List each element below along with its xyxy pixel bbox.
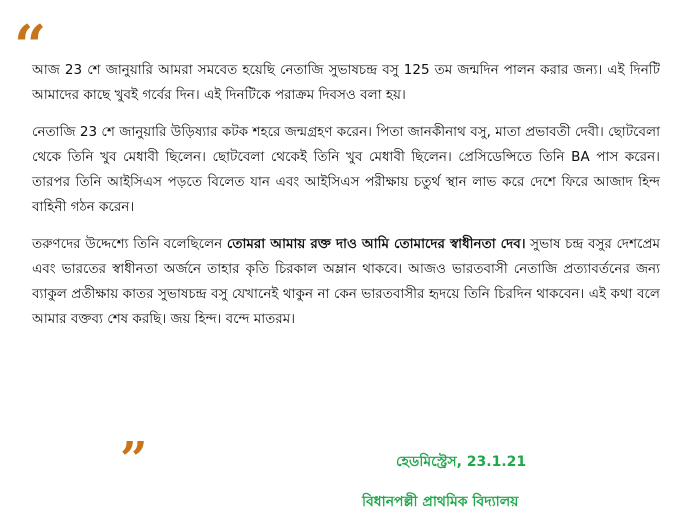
closing-rest-text: সুভাষ চন্দ্র বসুর দেশপ্রেম এবং ভারতের স্বাধীনতা অর্জনে তাহার কৃতি চিরকাল অম্লান থাকবে। আজও ভারতবাসী নেতাজি প্রত্যাবর্তনের জন্য ব্যাকুল প্রতীক্ষায় কাতর সুভাষচন্দ্র বসু যেখানেই থাকুন না কেন ভারতবাসীর হৃদয়ে তিনি চিরদিন থাকবেন। এই কথা বলে আমার বক্তব্য শেষ করছি। জয় হিন্দ। বন্দে মাতরম। xyxy=(32,236,661,327)
signature-name-date: হেডমিস্ট্রেস, 23.1.21 xyxy=(396,454,527,470)
speech-body xyxy=(32,58,660,344)
paragraph-closing xyxy=(32,232,660,332)
paragraph-intro: আজ 23 শে জানুয়ারি আমরা সমবেত হয়েছি নেতাজি সুভাষচন্দ্র বসু 125 তম জন্মদিন পালন করার জন্য। এই দিনটি আমাদের কাছে খুবই গর্বের দিন। এই দিনটিকে পরাক্রম দিবসও বলা হয়। xyxy=(32,62,660,103)
signature-school: বিধানপল্লী প্রাথমিক বিদ্যালয় xyxy=(362,494,519,510)
opening-quote-mark: “ xyxy=(14,13,47,79)
paragraph-biography: নেতাজি 23 শে জানুয়ারি উড়িষ্যার কটক শহরে জন্মগ্রহণ করেন। পিতা জানকীনাথ বসু, মাতা প্রভাবতী দেবী। ছোটবেলা থেকে তিনি খুব মেধাবী ছিলেন। ছোটবেলা থেকেই তিনি খুব মেধাবী ছিলেন। প্রেসিডেন্সিতে তিনি BA পাস করেন। তারপর তিনি আইসিএস পড়তে বিলেত যান এবং আইসিএস পরীক্ষায় চতুর্থ স্থান লাভ করে দেশে ফিরে আজাদ হিন্দ বাহিনী গঠন করেন। xyxy=(32,124,660,215)
closing-quote-mark: ” xyxy=(120,432,148,488)
closing-lead-text: তরুণদের উদ্দেশ্যে তিনি বলেছিলেন xyxy=(32,236,227,252)
famous-quote: তোমরা আমায় রক্ত দাও আমি তোমাদের স্বাধীনতা দেব। xyxy=(226,236,526,252)
